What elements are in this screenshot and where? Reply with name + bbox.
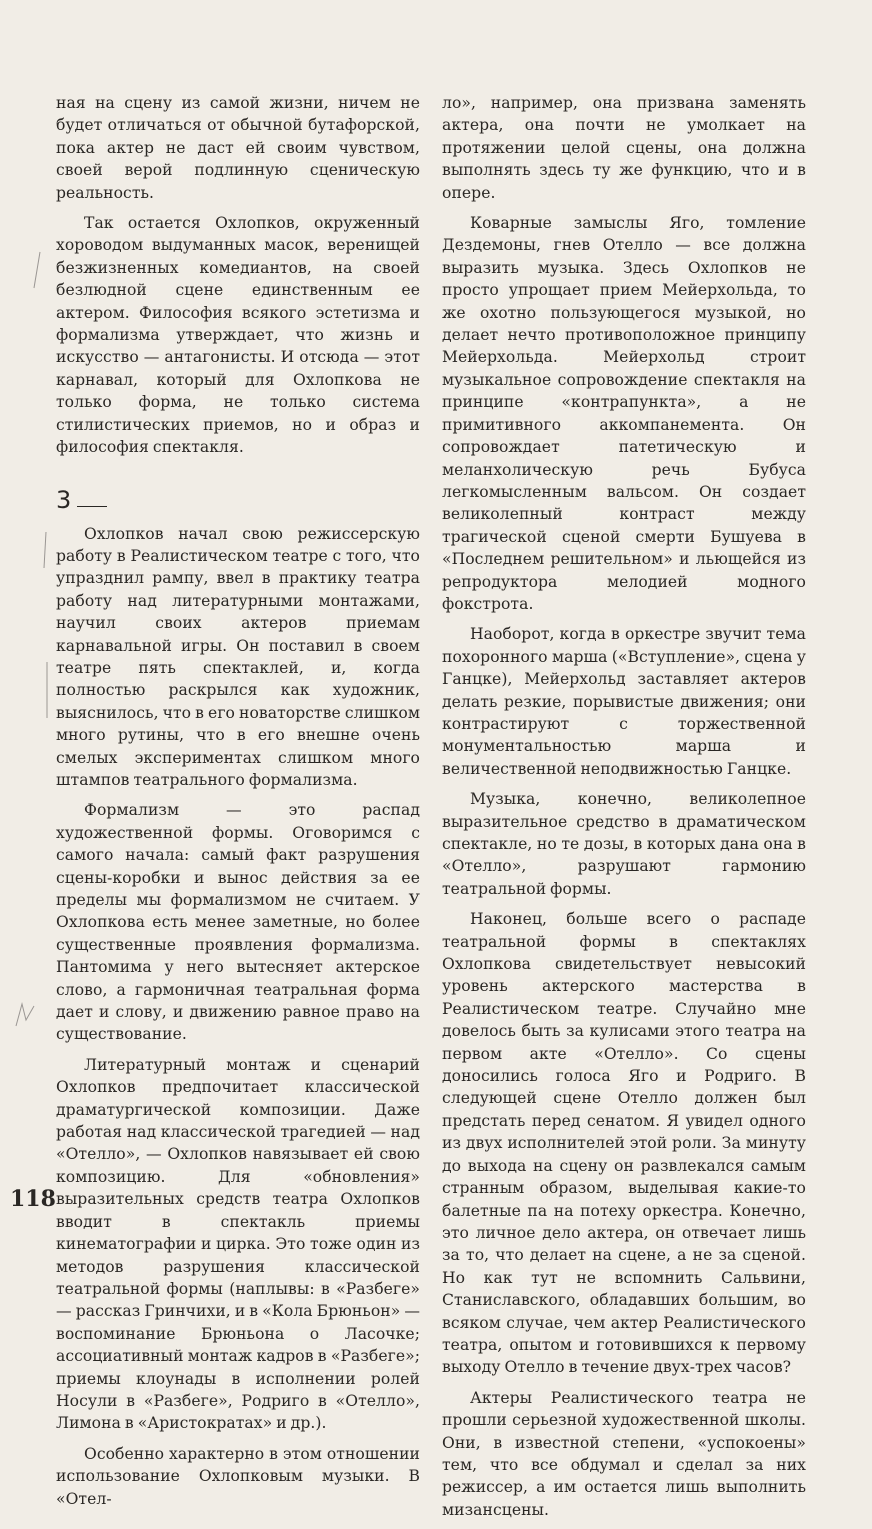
paragraph: Музыка, конечно, великолепное выразительное средство в драматическом спектакле, но те дозы, в которых дана она в «Отелло», разрушают гармонию театральной формы.	[442, 790, 806, 898]
paragraph: Охлопков начал свою режиссерскую работу в Реалистическом театре с того, что упразднил рампу, ввел в практику театра работу над литературными монтажами, научил своих актеров приемам карнавальной игры. Он поставил в своем театре пять спектаклей, и, когда полностью раскрылся как художник, выяснилось, что в его новаторстве слишком много рутины, что в его внешне очень смелых экспериментах слишком много штампов театрального формализма.	[56, 524, 420, 789]
paragraph: Особенно характерно в этом отношении использование Охлопковым музыки. В «Отел-	[56, 1444, 420, 1508]
paragraph: Наоборот, когда в оркестре звучит тема похоронного марша («Вступление», сцена у Ганцке), Мейерхольд заставляет актеров делать резкие, порывистые движения; они контрастируют с торжественной монументальностью марша и величественной неподвижностью Ганцке.	[442, 625, 806, 778]
pencil-mark-icon	[38, 530, 52, 570]
pencil-mark-icon	[30, 250, 44, 290]
paragraph: Так остается Охлопков, окруженный хороводом выдуманных масок, веренищей безжизненных комедиантов, на своей безлюдной сцене единственным ее актером. Философия всякого эстетизма и формализма утверждает, что жизнь и искусство — антагонисты. И отсюда — этот карнавал, который для Охлопкова не только форма, не только система стилистических приемов, но и образ и философия спектакля.	[56, 214, 420, 457]
section-number: 3	[56, 485, 72, 514]
right-column	[442, 92, 806, 1529]
section-heading	[56, 469, 420, 513]
pencil-mark-icon	[12, 1000, 42, 1030]
paragraph: Формализм — это распад художественной формы. Оговоримся с самого начала: самый факт разрушения сцены-коробки и вынос действия за ее пределы мы формализмом не считаем. У Охлопкова есть менее заметные, но более существенные проявления формализма. Пантомима у него вытесняет актерское слово, а гармоничная театральная форма дает и слову, и движению равное право на существование.	[56, 801, 420, 1044]
paragraph: Актеры Реалистического театра не прошли серьезной художественной школы. Они, в известной степени, «успокоены» тем, что все обдумал и сделал за них режиссер, а им остается лишь выполнить мизансцены.	[442, 1388, 806, 1519]
paragraph: Коварные замыслы Яго, томление Дездемоны, гнев Отелло — все должна выразить музыка. Здесь Охлопков не просто упрощает прием Мейерхольда, то же охотно пользующегося музыкой, но делает нечто противоположное принципу Мейерхольда. Мейерхольд строит музыкальное сопровождение спектакля на принципе «контрапункта», а не примитивного аккомпанемента. Он сопровождает патетическую и меланхолическую речь Бубуса легкомысленным вальсом. Он создает великолепный контраст между трагической сценой смерти Бушуева в «Последнем решительном» и льющейся из репродуктора мелодией модного фокстрота.	[442, 214, 806, 613]
paragraph: Наконец, больше всего о распаде театральной формы в спектаклях Охлопкова свидетельствует невысокий уровень актерского мастерства в Реалистическом театре. Случайно мне довелось быть за кулисами этого театра на первом акте «Отелло». Со сцены доносились голоса Яго и Родриго. В следующей сцене Отелло должен был предстать перед сенатом. Я увидел одного из двух исполнителей этой роли. За минуту до выхода на сцену он развлекался самым странным образом, выделывая какие-то балетные па на потеху оркестра. Конечно, это личное дело актера, он отвечает лишь за то, что делает на сцене, а не за сценой. Но как тут не вспомнить Сальвини, Станиславского, обладавших большим, во всяком случае, чем актер Реалистического театра, опытом и готовившихся к первому выходу Отелло в течение двух-трех часов?	[442, 910, 806, 1377]
left-column	[56, 92, 420, 1518]
paragraph: ная на сцену из самой жизни, ничем не будет отличаться от обычной бутафорской, пока актер не даст ей своим чувством, своей верой подлинную сценическую реальность.	[56, 94, 420, 202]
page-number: 118	[10, 1186, 56, 1212]
section-rule	[77, 506, 107, 507]
paragraph: ло», например, она призвана заменять актера, она почти не умолкает на протяжении целой сцены, она должна выполнять здесь ту же функцию, что и в опере.	[442, 94, 806, 202]
pencil-mark-icon	[40, 660, 54, 720]
paragraph: Литературный монтаж и сценарий Охлопков предпочитает классической драматургической композиции. Даже работая над классической трагедией — над «Отелло», — Охлопков навязывает ей свою композицию. Для «обновления» выразительных средств театра Охлопков вводит в спектакль приемы кинематографии и цирка. Это тоже один из методов разрушения классической театральной формы (наплывы: в «Разбеге» — рассказ Гринчихи, и в «Кола Брюньон» — воспоминание Брюньона о Ласочке; ассоциативный монтаж кадров в «Разбеге»; приемы клоунады в исполнении ролей Носули в «Разбеге», Родриго в «Отелло», Лимона в «Аристократах» и др.).	[56, 1055, 420, 1433]
